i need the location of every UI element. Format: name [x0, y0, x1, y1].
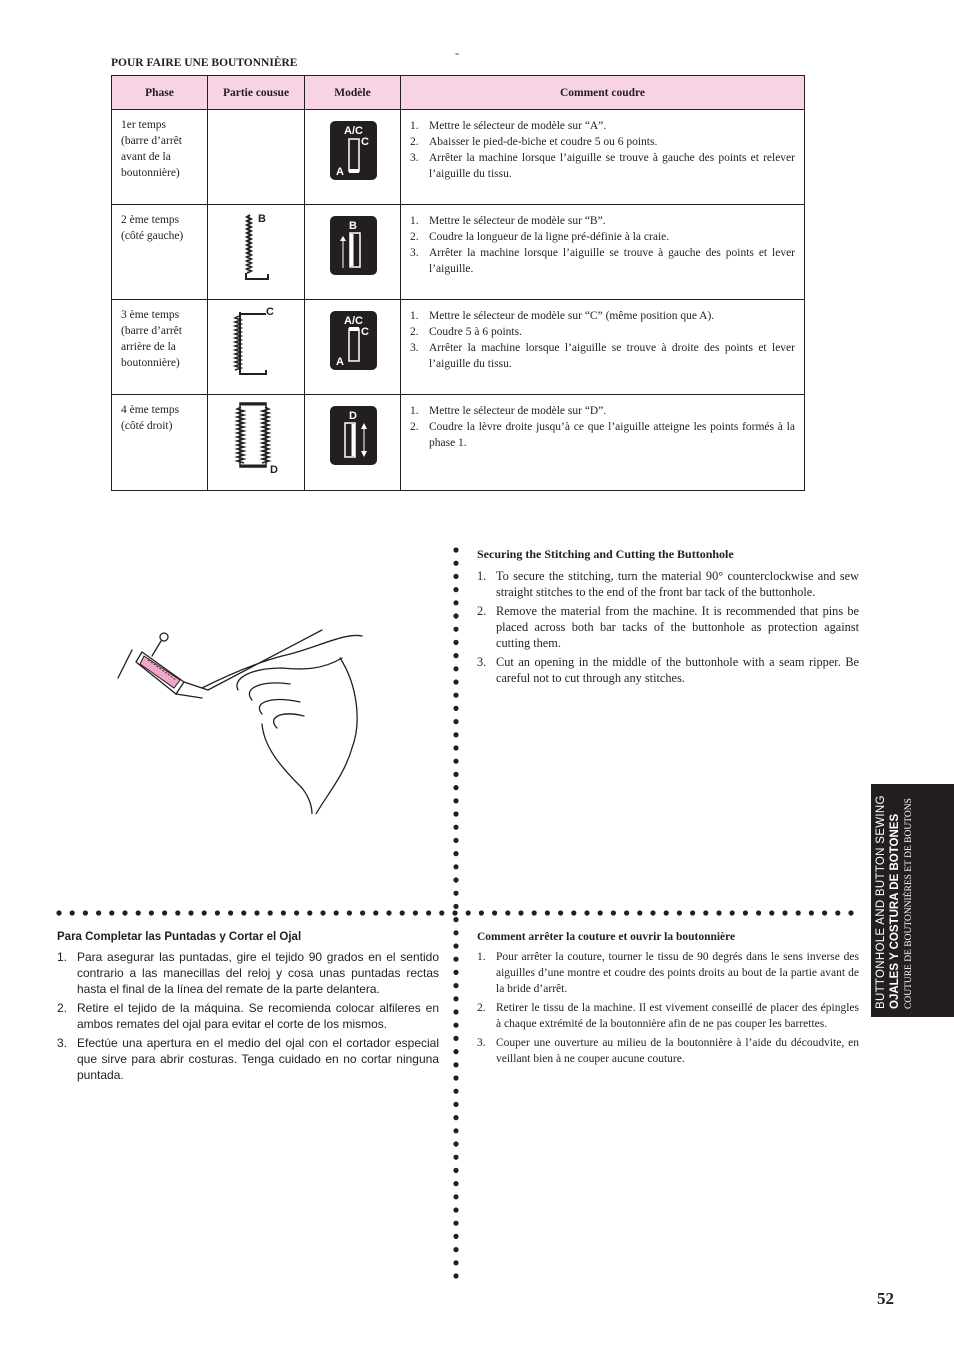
list-item: 2. Coudre la longueur de la ligne pré-définie à la craie.	[410, 229, 795, 245]
step-text: Abaisser le pied-de-biche et coudre 5 ou 6 points.	[429, 136, 658, 148]
divider-dot	[453, 1168, 458, 1173]
divider-dot	[466, 910, 471, 915]
divider-dot	[334, 910, 339, 915]
divider-dot	[400, 910, 405, 915]
divider-dot	[453, 772, 458, 777]
divider-dot	[453, 983, 458, 988]
english-heading: Securing the Stitching and Cutting the Buttonhole	[477, 547, 734, 561]
step-text: Couper une ouverture au milieu de la boutonnière à l’aide du découdvite, en veillant bien à ne couper aucune couture.	[496, 1037, 859, 1065]
divider-dot	[453, 719, 458, 724]
divider-dot	[453, 1207, 458, 1212]
divider-dot	[453, 600, 458, 605]
phase-line: arrière de la	[121, 341, 176, 353]
divider-dot	[453, 864, 458, 869]
step-text: Mettre le sélecteur de modèle sur “D”.	[429, 405, 607, 417]
step-text: Mettre le sélecteur de modèle sur “C” (même position que A).	[429, 310, 715, 322]
col-header-part: Partie cousue	[208, 76, 305, 110]
divider-dot	[136, 910, 141, 915]
divider-dot	[453, 627, 458, 632]
divider-dot	[492, 910, 497, 915]
divider-dot	[453, 798, 458, 803]
table-row	[112, 300, 805, 395]
list-item: 1. Mettre le sélecteur de modèle sur “B”.	[410, 213, 795, 229]
step-text: Coudre la longueur de la ligne pré-définie à la craie.	[429, 231, 670, 243]
model-label-top: A/C	[344, 125, 363, 137]
list-item: 3. Efectúe una apertura en el medio del ojal con el cortador especial que sirve para abrir costuras. Tenga cuidado en no cortar ninguna puntada.	[57, 1036, 439, 1082]
model-cell	[305, 110, 401, 205]
section-title-buttonhole: POUR FAIRE UNE BOUTONNIÈRE	[111, 57, 298, 69]
model-label-bottom: A	[336, 356, 344, 368]
part-label: B	[258, 213, 266, 225]
divider-dot	[453, 587, 458, 592]
divider-dot	[56, 910, 61, 915]
step-text: Para asegurar las puntadas, gire el tejido 90 grados en el sentido contrario a las manecillas del reloj y cosa unas puntadas rectas hasta el final de la línea del remate de la parte delantera.	[77, 950, 439, 996]
step-text: Coudre la lèvre droite jusqu’à ce que l’aiguille atteigne les points formés à la phase 1.	[429, 421, 795, 449]
divider-dot	[453, 653, 458, 658]
divider-dot	[439, 910, 444, 915]
divider-dot	[70, 910, 75, 915]
divider-dot	[453, 1075, 458, 1080]
step-text: Mettre le sélecteur de modèle sur “A”.	[429, 120, 607, 132]
side-tab-spanish: OJALES Y COSTURA DE BOTONES	[889, 813, 901, 1009]
divider-dot	[453, 1128, 458, 1133]
step-text: Coudre 5 à 6 points.	[429, 326, 522, 338]
divider-dot	[149, 910, 154, 915]
table-row	[112, 205, 805, 300]
pattern-selector-ac-icon	[330, 311, 377, 370]
divider-dot	[571, 910, 576, 915]
list-item: 1. Para asegurar las puntadas, gire el tejido 90 grados en el sentido contrario a las manecillas del reloj y cosa unas puntadas rectas hasta el final de la línea del remate de la parte delantera.	[57, 950, 439, 996]
model-label-bottom: A	[336, 166, 344, 178]
divider-dot	[83, 910, 88, 915]
phase-cell	[112, 110, 208, 205]
phase-line: boutonnière)	[121, 167, 180, 179]
buttonhole-steps-table	[111, 75, 805, 491]
model-cell	[305, 395, 401, 491]
divider-dot	[558, 910, 563, 915]
divider-dot	[453, 825, 458, 830]
divider-dot	[822, 910, 827, 915]
phase-line: (côté gauche)	[121, 230, 184, 242]
step-text: Efectúe una apertura en el medio del ojal con el cortador especial que sirve para abrir costuras. Tenga cuidado en no cortar ninguna puntada.	[77, 1036, 439, 1082]
divider-dot	[175, 910, 180, 915]
how-cell	[401, 110, 805, 205]
divider-dot	[479, 910, 484, 915]
step-text: Cut an opening in the middle of the buttonhole with a seam ripper. Be careful not to cut through any stitches.	[496, 655, 859, 685]
divider-dot	[453, 877, 458, 882]
french-section	[477, 931, 859, 1070]
pattern-selector-ac-icon	[330, 121, 377, 180]
divider-dot	[254, 910, 259, 915]
divider-dot	[730, 910, 735, 915]
divider-dot	[453, 1036, 458, 1041]
divider-dot	[202, 910, 207, 915]
part-label: C	[266, 306, 274, 318]
divider-dot	[664, 910, 669, 915]
divider-dot	[122, 910, 127, 915]
divider-dot	[453, 917, 458, 922]
divider-dot	[782, 910, 787, 915]
divider-dot	[281, 910, 286, 915]
side-tab-english: BUTTONHOLE AND BUTTON SEWING	[875, 795, 887, 1009]
col-header-model: Modèle	[305, 76, 401, 110]
divider-dot	[453, 943, 458, 948]
spanish-heading: Para Completar las Puntadas y Cortar el Ojal	[57, 931, 302, 943]
model-cell	[305, 300, 401, 395]
col-header-phase: Phase	[112, 76, 208, 110]
page-number: 52	[877, 1289, 894, 1308]
divider-dot	[188, 910, 193, 915]
step-text: Pour arrêter la couture, tourner le tissu de 90 degrés dans le sens inverse des aiguilles d’une montre et coudre des points droits au bout de la partie avant de la bride d’arrêt.	[496, 951, 859, 995]
divider-dot	[453, 1155, 458, 1160]
divider-dot	[584, 910, 589, 915]
divider-dot	[96, 910, 101, 915]
pattern-selector-d-icon	[330, 406, 377, 465]
list-item: 1. Mettre le sélecteur de modèle sur “D”.	[410, 403, 795, 419]
list-item: 2. Coudre 5 à 6 points.	[410, 324, 795, 340]
divider-dot	[320, 910, 325, 915]
list-item: 3. Couper une ouverture au milieu de la boutonnière à l’aide du découdvite, en veillant bien à ne couper aucune couture.	[477, 1037, 859, 1065]
divider-dot	[294, 910, 299, 915]
spanish-section	[57, 931, 439, 1086]
divider-dot	[347, 910, 352, 915]
list-item: 2. Retirer le tissu de la machine. Il est vivement conseillé de placer des épingles à chaque extrémité de la boutonnière afin de ne pas couper les barrettes.	[477, 1002, 859, 1030]
model-label-side: C	[361, 326, 369, 338]
divider-dot	[453, 891, 458, 896]
divider-dot	[453, 1247, 458, 1252]
list-item: 2. Retire el tejido de la máquina. Se recomienda colocar alfileres en ambos remates del ojal para evitar el corte de los mismos.	[57, 1001, 439, 1031]
divider-dot	[453, 1009, 458, 1014]
list-item: 2. Remove the material from the machine. It is recommended that pins be placed across both bar tacks of the buttonhole as protection against cutting them.	[477, 604, 859, 650]
list-item: 1. To secure the stitching, turn the material 90° counterclockwise and sew straight stitches to the end of the front bar tack of the buttonhole.	[477, 569, 859, 599]
pattern-selector-b-icon	[330, 216, 377, 275]
list-item: 3. Cut an opening in the middle of the buttonhole with a seam ripper. Be careful not to cut through any stitches.	[477, 655, 859, 685]
divider-dot	[690, 910, 695, 915]
french-heading: Comment arrêter la couture et ouvrir la boutonnière	[477, 931, 736, 943]
phase-line: 2 ème temps	[121, 214, 180, 226]
divider-dot	[769, 910, 774, 915]
step-text: Arrêter la machine lorsque l’aiguille se trouve à droite des points et lever l’aiguille du tissu.	[429, 342, 795, 370]
divider-dot	[453, 1234, 458, 1239]
divider-dot	[453, 957, 458, 962]
phase-line: boutonnière)	[121, 357, 180, 369]
divider-dot	[637, 910, 642, 915]
list-item: 2. Coudre la lèvre droite jusqu’à ce que l’aiguille atteigne les points formés à la phase 1.	[410, 421, 795, 449]
divider-dot	[373, 910, 378, 915]
divider-dot	[835, 910, 840, 915]
divider-dot	[453, 1102, 458, 1107]
seam-ripper-hand-illustration	[112, 628, 374, 814]
phase-cell	[112, 395, 208, 491]
step-text: Remove the material from the machine. It is recommended that pins be placed across both bar tacks of the buttonhole as protection against cutting them.	[496, 604, 859, 650]
back-bar-tack-stitch-icon	[232, 304, 288, 380]
phase-cell	[112, 205, 208, 300]
step-text: Retire el tejido de la máquina. Se recomienda colocar alfileres en ambos remates del ojal para evitar el corte de los mismos.	[77, 1001, 439, 1031]
left-side-stitch-icon	[238, 211, 288, 283]
part-label: D	[270, 464, 278, 476]
divider-dot	[109, 910, 114, 915]
divider-dot	[453, 666, 458, 671]
divider-dot	[453, 706, 458, 711]
step-text: To secure the stitching, turn the material 90° counterclockwise and sew straight stitches to the end of the front bar tack of the buttonhole.	[496, 569, 859, 599]
divider-dot	[453, 1194, 458, 1199]
part-cell	[208, 205, 305, 300]
model-label-top: A/C	[344, 315, 363, 327]
divider-dot	[518, 910, 523, 915]
divider-dot	[162, 910, 167, 915]
divider-dot	[453, 1260, 458, 1265]
divider-dot	[545, 910, 550, 915]
chapter-side-tab	[871, 784, 954, 1017]
divider-dot	[453, 1049, 458, 1054]
part-cell	[208, 110, 305, 205]
divider-dot	[453, 851, 458, 856]
model-label-top: D	[349, 410, 357, 422]
divider-dot	[453, 838, 458, 843]
list-item: 2. Abaisser le pied-de-biche et coudre 5 ou 6 points.	[410, 134, 795, 150]
horizontal-dotted-divider	[55, 909, 861, 917]
divider-dot	[453, 613, 458, 618]
divider-dot	[453, 1273, 458, 1278]
divider-dot	[215, 910, 220, 915]
table-header-row	[112, 76, 805, 110]
part-cell	[208, 300, 305, 395]
model-cell	[305, 205, 401, 300]
divider-dot	[453, 811, 458, 816]
divider-dot	[453, 1181, 458, 1186]
divider-dot	[453, 561, 458, 566]
divider-dot	[453, 1089, 458, 1094]
divider-dot	[453, 1141, 458, 1146]
divider-dot	[453, 970, 458, 975]
divider-dot	[453, 640, 458, 645]
right-side-stitch-icon	[234, 399, 290, 477]
divider-dot	[598, 910, 603, 915]
part-cell	[208, 395, 305, 491]
divider-dot	[453, 1023, 458, 1028]
phase-line: (côté droit)	[121, 420, 173, 432]
divider-dot	[796, 910, 801, 915]
list-item: 3. Arrêter la machine lorsque l’aiguille se trouve à gauche des points et lever l’aiguille.	[410, 247, 795, 275]
divider-dot	[360, 910, 365, 915]
divider-dot	[809, 910, 814, 915]
step-text: Retirer le tissu de la machine. Il est vivement conseillé de placer des épingles à chaque extrémité de la boutonnière afin de ne pas couper les barrettes.	[496, 1002, 859, 1030]
divider-dot	[413, 910, 418, 915]
table-row	[112, 395, 805, 491]
table-row	[112, 110, 805, 205]
divider-dot	[848, 910, 853, 915]
list-item: 1. Mettre le sélecteur de modèle sur “C” (même position que A).	[410, 308, 795, 324]
how-cell	[401, 395, 805, 491]
divider-dot	[268, 910, 273, 915]
list-item: 1. Pour arrêter la couture, tourner le tissu de 90 degrés dans le sens inverse des aiguilles d’une montre et coudre des points droits au bout de la partie avant de la bride d’arrêt.	[477, 951, 859, 995]
divider-dot	[426, 910, 431, 915]
step-text: Mettre le sélecteur de modèle sur “B”.	[429, 215, 606, 227]
phase-line: (barre d’arrêt	[121, 135, 182, 147]
divider-dot	[677, 910, 682, 915]
list-item: 1. Mettre le sélecteur de modèle sur “A”.	[410, 118, 795, 134]
divider-dot	[453, 1062, 458, 1067]
divider-dot	[716, 910, 721, 915]
phase-line: avant de la	[121, 151, 171, 163]
english-section	[477, 547, 859, 689]
divider-dot	[611, 910, 616, 915]
divider-dot	[452, 910, 457, 915]
divider-dot	[453, 930, 458, 935]
list-item: 3. Arrêter la machine lorsque l’aiguille se trouve à gauche des points et relever l’aiguille du tissu.	[410, 152, 795, 180]
how-cell	[401, 300, 805, 395]
divider-dot	[453, 745, 458, 750]
divider-dot	[453, 693, 458, 698]
divider-dot	[453, 759, 458, 764]
divider-dot	[624, 910, 629, 915]
divider-dot	[703, 910, 708, 915]
divider-dot	[743, 910, 748, 915]
divider-dot	[453, 1115, 458, 1120]
col-header-how: Comment coudre	[401, 76, 805, 110]
phase-cell	[112, 300, 208, 395]
divider-dot	[241, 910, 246, 915]
divider-dot	[307, 910, 312, 915]
divider-dot	[453, 574, 458, 579]
divider-dot	[453, 1221, 458, 1226]
divider-dot	[505, 910, 510, 915]
step-text: Arrêter la machine lorsque l’aiguille se trouve à gauche des points et lever l’aiguille.	[429, 247, 795, 275]
divider-dot	[532, 910, 537, 915]
model-label-side: C	[361, 136, 369, 148]
divider-dot	[756, 910, 761, 915]
header-dash: -	[455, 46, 459, 60]
divider-dot	[453, 732, 458, 737]
side-tab-french: COUTURE DE BOUTONNIÈRES ET DE BOUTONS	[904, 798, 914, 1009]
phase-line: 3 ème temps	[121, 309, 180, 321]
divider-dot	[386, 910, 391, 915]
list-item: 3. Arrêter la machine lorsque l’aiguille se trouve à droite des points et lever l’aiguille du tissu.	[410, 342, 795, 370]
model-label-top: B	[349, 220, 357, 232]
divider-dot	[650, 910, 655, 915]
phase-line: 1er temps	[121, 119, 167, 131]
phase-line: (barre d’arrêt	[121, 325, 182, 337]
divider-dot	[453, 679, 458, 684]
phase-line: 4 ème temps	[121, 404, 180, 416]
divider-dot	[453, 996, 458, 1001]
divider-dot	[453, 547, 458, 552]
divider-dot	[228, 910, 233, 915]
how-cell	[401, 205, 805, 300]
step-text: Arrêter la machine lorsque l’aiguille se trouve à gauche des points et relever l’aiguille du tissu.	[429, 152, 795, 180]
divider-dot	[453, 785, 458, 790]
